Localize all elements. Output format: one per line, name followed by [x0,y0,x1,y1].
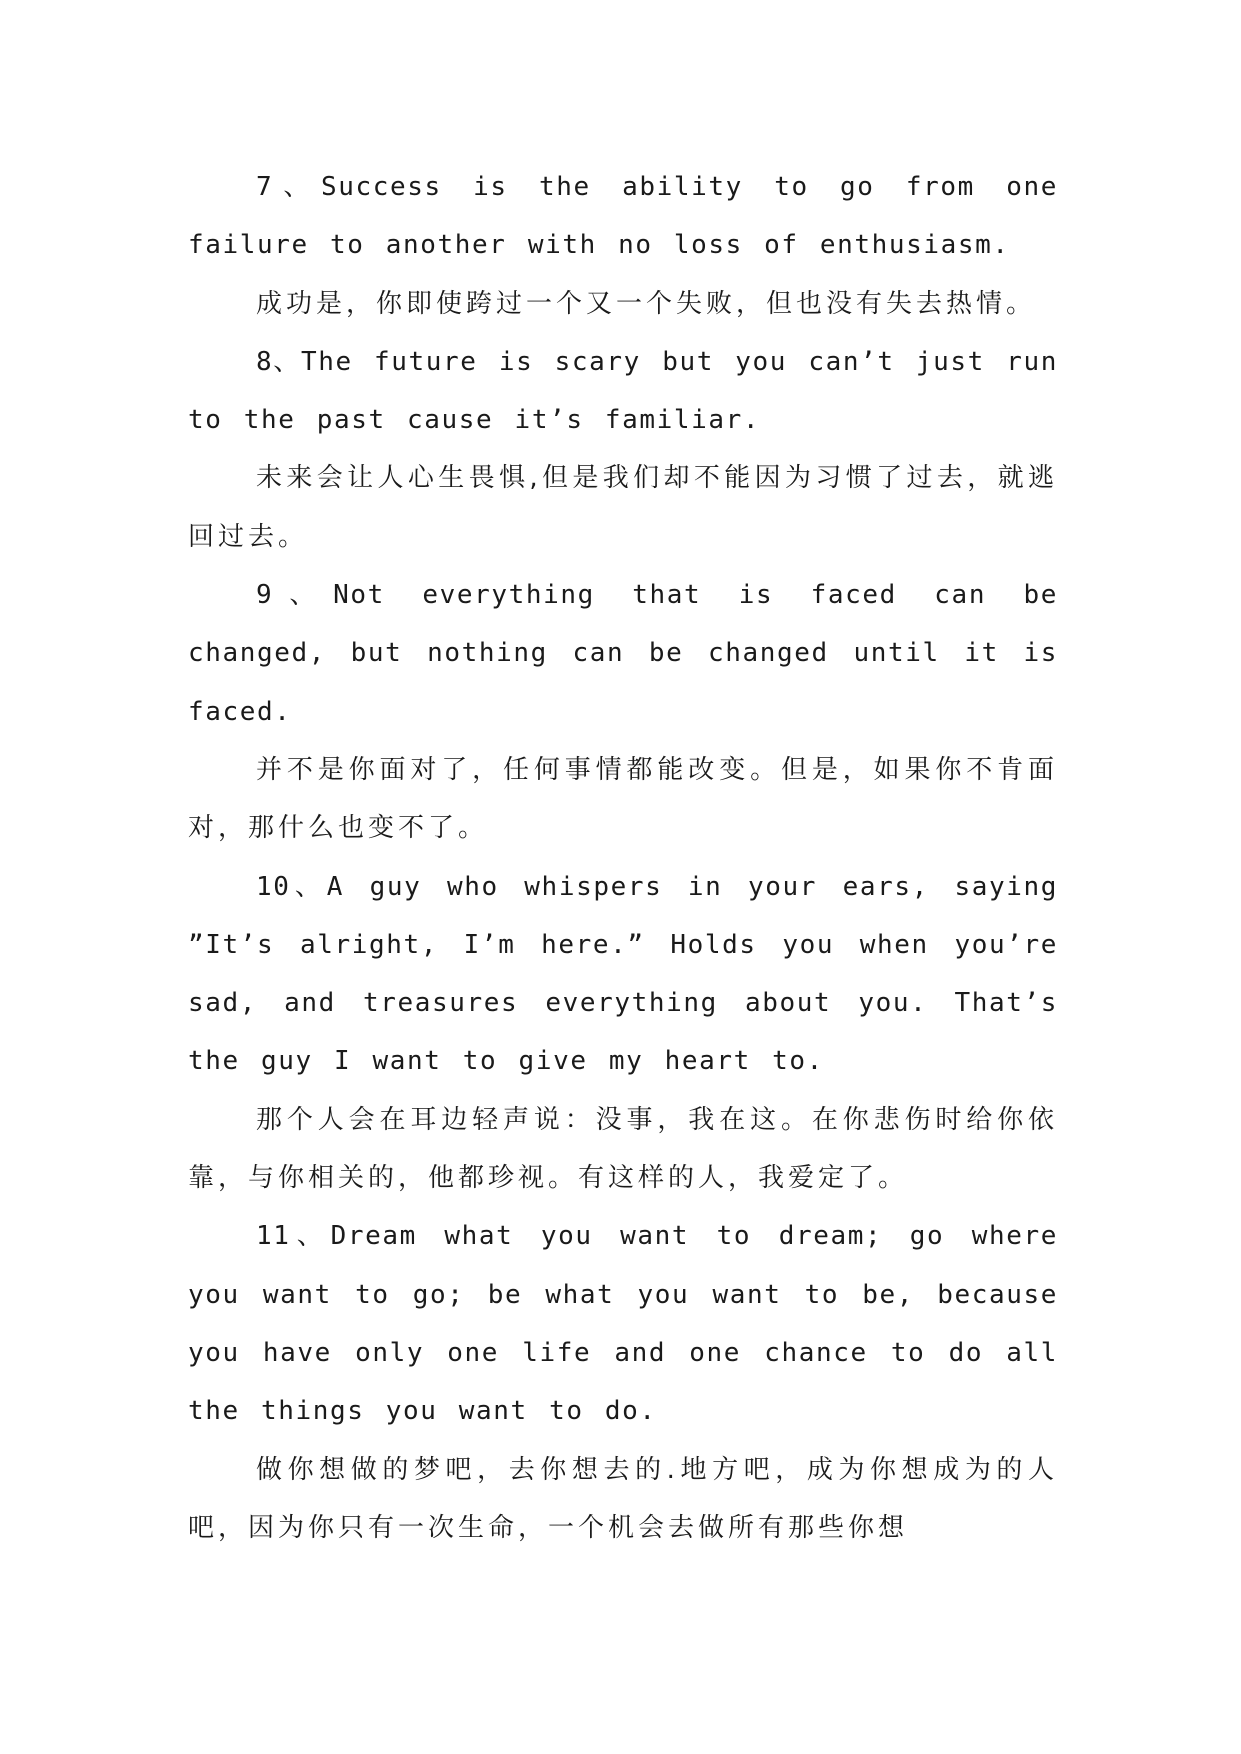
document-page [188,158,1058,1557]
quote-11-english: 11、Dream what you want to dream; go where you want to go; be what you want to be, because you have only one life and one chance to do all the things you want to do. [188,1221,1058,1427]
quote-9-english: 9、Not everything that is faced can be changed, but nothing can be changed until it is faced. [188,580,1058,727]
quote-10-english: 10、A guy who whispers in your ears, saying ”It’s alright, I’m here.” Holds you when you’re sad, and treasures everything about you. That’s the guy I want to give my heart to. [188,871,1058,1077]
quote-9-chinese: 并不是你面对了，任何事情都能改变。但是，如果你不肯面对，那什么也变不了。 [188,754,1058,844]
quote-10-chinese: 那个人会在耳边轻声说：没事，我在这。在你悲伤时给你依靠，与你相关的，他都珍视。有这样的人，我爱定了。 [188,1104,1058,1194]
quote-8-chinese: 未来会让人心生畏惧,但是我们却不能因为习惯了过去，就逃回过去。 [188,463,1058,552]
quote-11-chinese: 做你想做的梦吧，去你想去的.地方吧，成为你想成为的人吧，因为你只有一次生命，一个机会去做所有那些你想 [188,1454,1058,1543]
quote-8-english: 8、The future is scary but you can’t just run to the past cause it’s familiar. [188,346,1058,436]
quote-7-english: 7、Success is the ability to go from one failure to another with no loss of enthusiasm. [188,172,1058,261]
quote-7-chinese: 成功是，你即使跨过一个又一个失败，但也没有失去热情。 [256,288,1037,319]
